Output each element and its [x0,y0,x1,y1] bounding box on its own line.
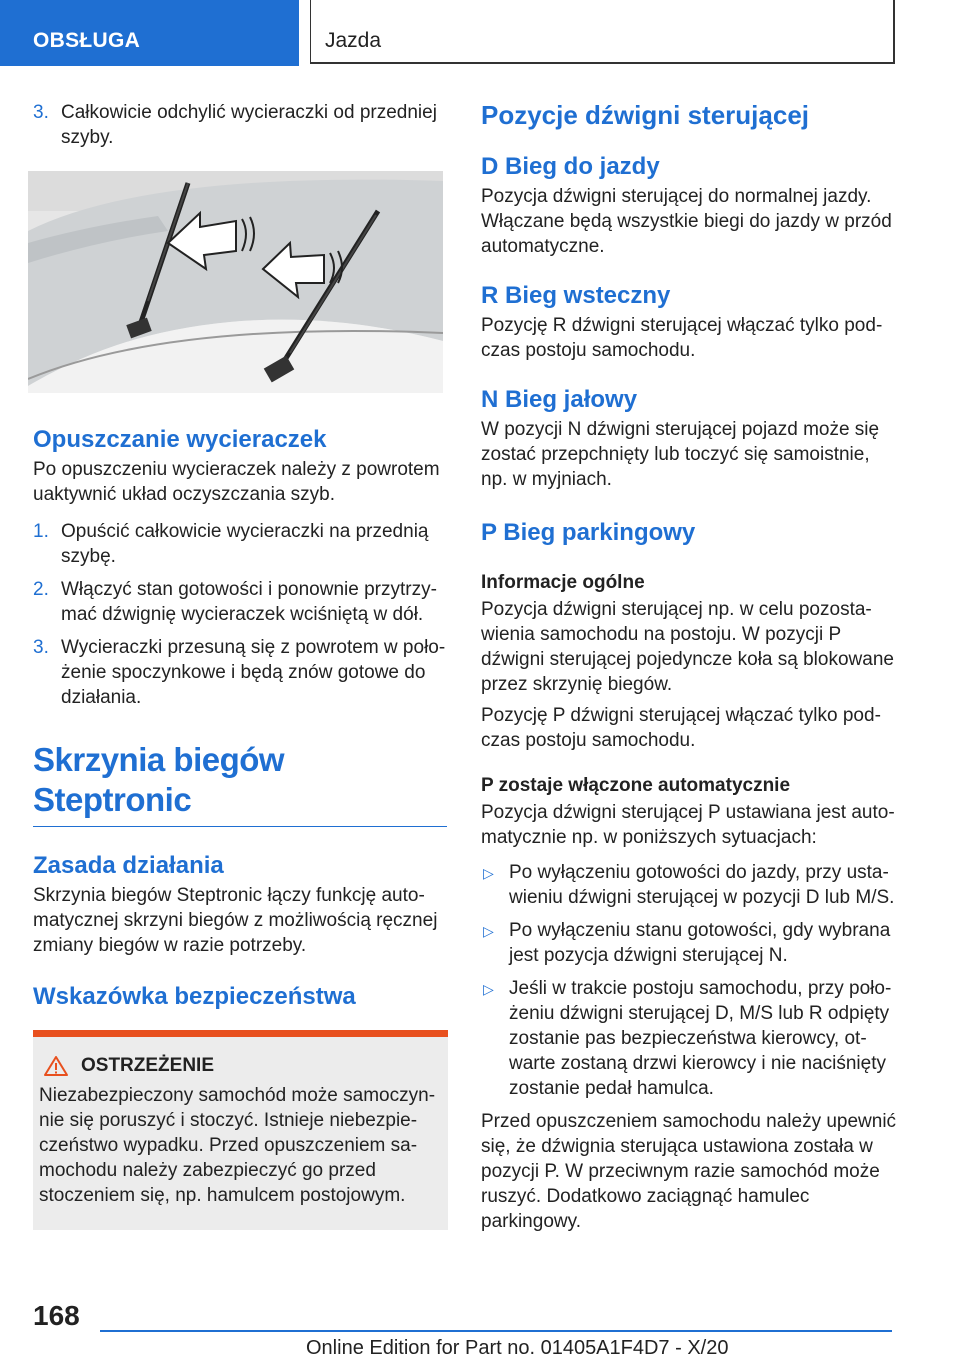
warning-triangle-icon [43,1055,69,1077]
n-text: W pozycji N dźwigni sterującej pojazd może się zostać przepchnięty lub toczyć się samoistnie, np. w myjniach. [481,419,880,490]
subsection-title: Jazda [310,0,895,64]
step-text: Całkowicie odchylić wycieraczki od przedniej szyby. [61,102,437,148]
step-text: Opuścić całkowicie wycieraczki na przednią szybę. [61,521,429,567]
n-heading: N Bieg jałowy [481,386,638,413]
general-text-1: Pozycja dźwigni sterującej np. w celu pozostawienia samochodu na postoju. W pozycji P dźwigni sterującej pojedyncze koła są blokowane przez skrzynię biegów. [481,599,894,695]
footer-divider [100,1330,892,1332]
triangle-bullet-icon: ▷ [483,923,494,939]
triangle-bullet-icon: ▷ [483,981,494,997]
main-heading: Skrzynia biegów Steptronic [33,740,447,827]
triangle-bullet-icon: ▷ [483,865,494,881]
step-number: 3. [33,637,49,658]
lowering-step [33,635,447,710]
step-text: Włączyć stan gotowości i ponownie przytrzymać dźwignię wycieraczek wciśniętą w dół. [61,579,437,625]
warning-title: OSTRZEŻENIE [81,1055,215,1076]
wiper-step-3 [33,100,447,150]
list-item-text: Jeśli w trakcie postoju samochodu, przy położeniu dźwigni sterującej D, M/S lub R odpięty zostanie pas bezpieczeństwa kierowcy, otwarte zostaną drzwi kierowcy i nie naciśnięty zostanie pedał hamulca. [509,978,892,1099]
d-heading: D Bieg do jazdy [481,153,660,180]
page-number: 168 [33,1300,80,1331]
r-text: Pozycję R dźwigni sterującej włączać tylko podczas postoju samochodu. [481,315,883,361]
lowering-intro: Po opuszczeniu wycieraczek należy z powrotem uaktywnić układ oczyszczania szyb. [33,459,440,505]
edition-text: Online Edition for Part no. 01405A1F4D7 - X/20 [306,1337,729,1359]
warning-text: Niezabezpieczony samochód może samoczynnie się poruszyć i stoczyć. Istnieje niebezpieczeństwo wypadku. Przed opuszczeniem samochodu należy zabezpieczyć go przed stoczeniem się, np. hamulcem postojowym. [39,1085,436,1206]
left-column [33,100,447,1230]
lowering-step [33,519,447,569]
positions-heading: Pozycje dźwigni sterującej [481,100,809,130]
windshield-wiper-illustration [28,171,443,393]
step-text: Wycieraczki przesuną się z powrotem w położenie spoczynkowe i będą znów gotowe do działania. [61,637,446,708]
auto-heading: P zostaje włączone automatycznie [481,775,791,796]
list-item-text: Po wyłączeniu gotowości do jazdy, przy ustawieniu dźwigni sterującej w pozycji D lub M/S. [509,862,895,908]
section-tab: OBSŁUGA [0,0,299,66]
lowering-heading: Opuszczanie wycieraczek [33,426,327,453]
principle-text: Skrzynia biegów Steptronic łączy funkcję automatycznej skrzyni biegów z możliwością ręcznej zmiany biegów w razie potrzeby. [33,885,438,956]
page-header [0,0,960,66]
lowering-step [33,577,447,627]
list-item [481,976,901,1101]
list-item [481,860,901,910]
r-heading: R Bieg wsteczny [481,282,671,309]
general-heading: Informacje ogólne [481,572,645,593]
step-number: 3. [33,102,49,123]
principle-heading: Zasada działania [33,852,224,879]
warning-box [33,1030,448,1230]
list-item [481,918,901,968]
list-item-text: Po wyłączeniu stanu gotowości, gdy wybrana jest pozycja dźwigni sterującej N. [509,920,891,966]
right-column [481,100,901,1240]
step-number: 1. [33,521,49,542]
d-text: Pozycja dźwigni sterującej do normalnej jazdy. Włączane będą wszystkie biegi do jazdy w przód automatyczne. [481,186,892,257]
safety-heading: Wskazówka bezpieczeństwa [33,983,356,1010]
closing-text: Przed opuszczeniem samochodu należy upewnić się, że dźwignia sterująca ustawiona została w pozycji P. W przeciwnym razie samochód może ruszyć. Dodatkowo zaciągnąć hamulec parkingowy. [481,1111,897,1232]
warning-title-row [43,1055,440,1077]
auto-text: Pozycja dźwigni sterującej P ustawiana jest automatycznie np. w poniższych sytuacjach: [481,802,895,848]
step-number: 2. [33,579,49,600]
general-text-2: Pozycję P dźwigni sterującej włączać tylko podczas postoju samochodu. [481,705,881,751]
wiper-illustration-svg [28,171,443,393]
p-heading: P Bieg parkingowy [481,519,696,546]
